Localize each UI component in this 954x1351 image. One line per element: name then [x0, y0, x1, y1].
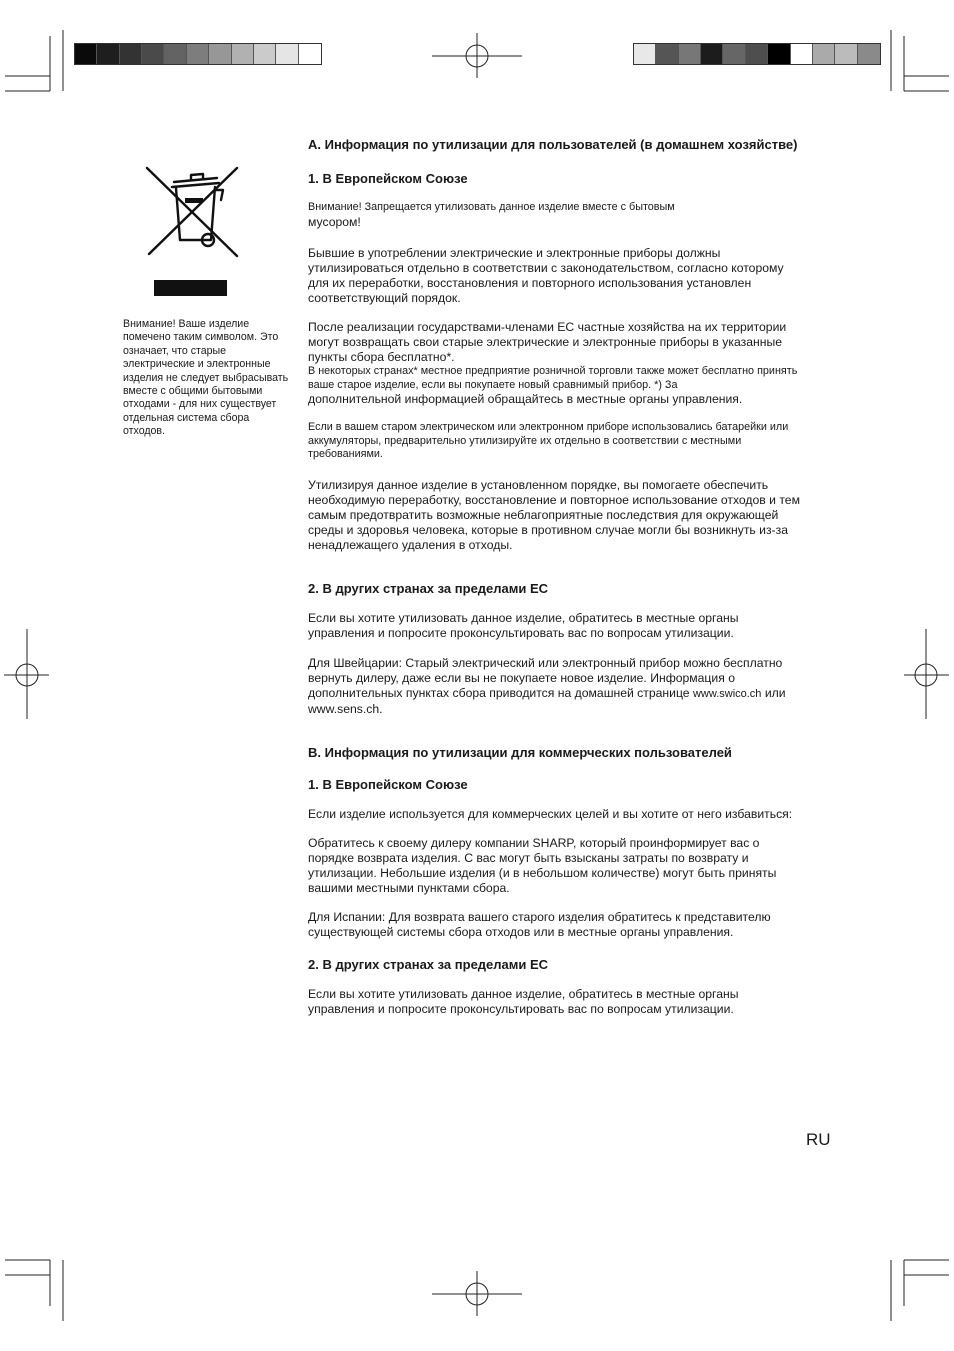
color-swatch	[164, 44, 186, 64]
language-code: RU	[806, 1130, 831, 1149]
section-a-eu-paragraph-2: После реализации государствами-членами ЕС частные хозяйства на их территории могут возвращать свои старые электрические и электронные приборы в указанные пункты сбора бесплатно*.	[308, 319, 787, 365]
switzerland-text-or: или	[761, 685, 786, 700]
color-swatch	[187, 44, 209, 64]
color-swatch	[679, 44, 701, 64]
color-swatch	[142, 44, 164, 64]
section-b-title: B. Информация по утилизации для коммерческих пользователей	[308, 744, 732, 760]
section-a-eu-paragraph-4: Утилизируя данное изделие в установленном порядке, вы помогаете обеспечить необходимую переработку, восстановление и повторное использование отходов и тем самым предотвратить возможные неблагоприятные последствия для окружающей среды и здоровья человека, которые в противном случае могли бы возникнуть из-за ненадлежащего удаления в отходы.	[308, 477, 800, 553]
color-swatch	[858, 44, 880, 64]
section-a-other-title: 2. В других странах за пределами ЕС	[308, 581, 549, 597]
section-b-eu-title: 1. В Европейском Союзе	[308, 776, 468, 792]
crossed-out-wheelie-bin-icon	[141, 160, 261, 290]
sens-link[interactable]: www.sens.ch	[308, 701, 380, 716]
section-a-title: A. Информация по утилизации для пользователей (в домашнем хозяйстве)	[308, 137, 798, 152]
section-a-eu-paragraph-2-tail: дополнительной информацией обращайтесь в местные органы управления.	[308, 392, 743, 407]
swico-link[interactable]: www.swico.ch	[692, 687, 762, 700]
color-swatch	[835, 44, 857, 64]
color-swatch	[813, 44, 835, 64]
section-a-eu-warning-line1: Внимание! Запрещается утилизовать данное изделие вместе с бытовым	[308, 201, 675, 213]
main-content	[308, 137, 804, 1017]
section-a-eu-paragraph-2-small: В некоторых странах* местное предприятие розничной торговли также может бесплатно принять ваше старое изделие, если вы покупаете новый сравнимый прибор. *) За	[308, 365, 798, 391]
color-swatch	[746, 44, 768, 64]
color-swatch	[656, 44, 678, 64]
section-b-other-title: 2. В других странах за пределами ЕС	[308, 956, 549, 972]
color-calibration-bar-right	[633, 43, 881, 65]
section-b-eu-paragraph-2: Обратитесь к своему дилеру компании SHARP, который проинформирует вас о порядке возврата изделия. С вас могут быть взысканы затраты по возврату и утилизации. Небольшие изделия (и в небольшом количестве) могут быть приняты вашими местными пунктами сбора.	[308, 835, 777, 896]
color-swatch	[634, 44, 656, 64]
color-swatch	[209, 44, 231, 64]
sidebar-note: Внимание! Ваше изделие помечено таким символом. Это означает, что старые электрические и электронные изделия не следует выбрасывать вместе с общими бытовыми отходами - для них существует отдельная система сбора отходов.	[123, 318, 289, 438]
section-a-other-paragraph-1: Если вы хотите утилизовать данное изделие, обратитесь в местные органы управления и попросите проконсультировать вас по вопросам утилизации.	[308, 611, 739, 641]
section-a-eu-paragraph-1: Бывшие в употреблении электрические и электронные приборы должны утилизироваться отдельно в соответствии с законодательством, согласно которому для их переработки, восстановления и повторного использования установлен соответствующий порядок.	[308, 245, 784, 305]
sidebar	[123, 160, 293, 439]
section-b-eu-paragraph-1: Если изделие используется для коммерческих целей и вы хотите от него избавиться:	[308, 806, 793, 821]
color-swatch	[299, 44, 321, 64]
section-a-eu-title: 1. В Европейском Союзе	[308, 171, 468, 186]
color-swatch	[768, 44, 790, 64]
section-b-other-paragraph-1: Если вы хотите утилизовать данное изделие, обратитесь в местные органы управления и попросите проконсультировать вас по вопросам утилизации.	[308, 986, 739, 1016]
color-swatch	[120, 44, 142, 64]
color-swatch	[97, 44, 119, 64]
color-swatch	[791, 44, 813, 64]
section-a-eu-paragraph-3: Если в вашем старом электрическом или электронном приборе использовались батарейки или аккумуляторы, предварительно утилизируйте их отдельно в соответствии с местными требованиями.	[308, 421, 789, 461]
section-a-eu-warning-line2: мусором!	[308, 214, 361, 229]
color-swatch	[75, 44, 97, 64]
weee-underline-bar	[154, 280, 227, 296]
color-swatch	[723, 44, 745, 64]
section-a-other-paragraph-2	[308, 656, 804, 717]
color-swatch	[254, 44, 276, 64]
color-swatch	[232, 44, 254, 64]
section-b-eu-paragraph-3: Для Испании: Для возврата вашего старого изделия обратитесь к представителю существующей системы сбора отходов или в местные органы управления.	[308, 910, 771, 940]
color-swatch	[276, 44, 298, 64]
color-calibration-bar-left	[74, 43, 322, 65]
switzerland-text-end: .	[379, 701, 383, 716]
color-swatch	[701, 44, 723, 64]
switzerland-text: Для Швейцарии: Старый электрический или электронный прибор можно бесплатно вернуть дилеру, даже если вы не покупаете новое изделие. Информация о дополнительных пунктах сбора приводится на домашней странице	[308, 655, 783, 700]
